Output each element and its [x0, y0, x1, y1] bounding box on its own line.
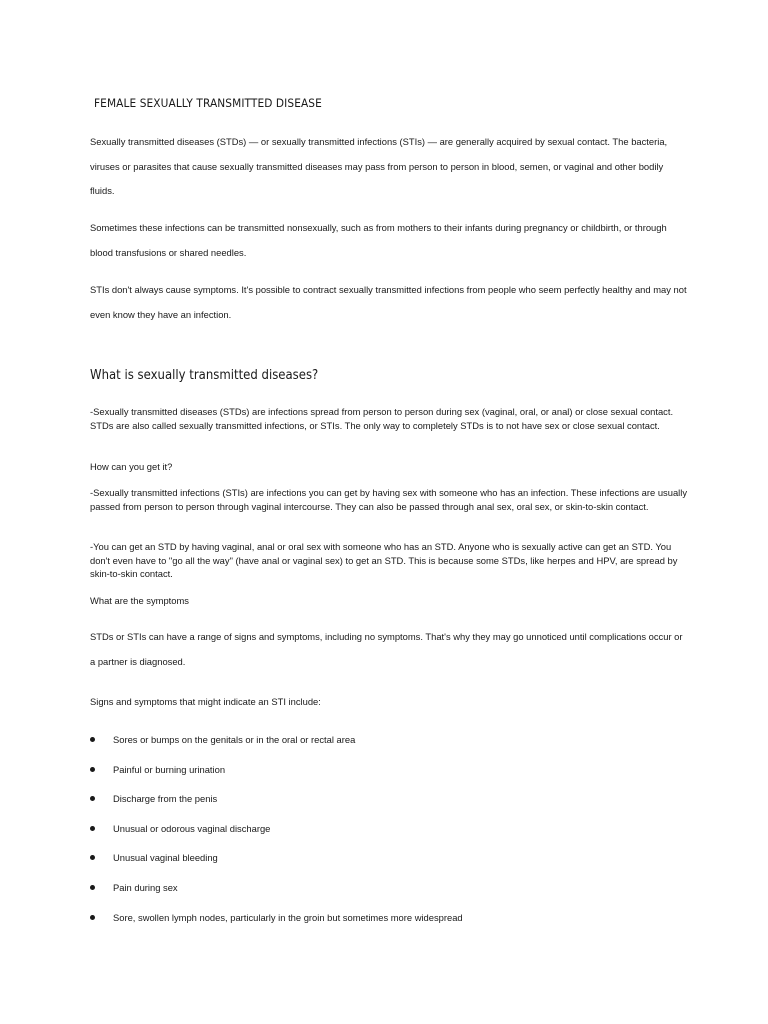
signs-lead: Signs and symptoms that might indicate an STI include: — [90, 696, 321, 707]
bullet-icon — [90, 767, 95, 772]
intro-paragraph-2: Sometimes these infections can be transmitted nonsexually, such as from mothers to their infants during pregnancy or childbirth, or through blood transfusions or shared needles. — [90, 222, 667, 258]
list-item — [90, 821, 690, 851]
bullet-icon — [90, 737, 95, 742]
list-item — [90, 910, 690, 940]
definition-paragraph: -Sexually transmitted diseases (STDs) are infections spread from person to person during sex (vaginal, oral, or anal) or close sexual contact. STDs are also called sexually transmitted infections, or STIs. The only way to completely STDs is to not have sex or close sexual contact. — [90, 406, 674, 431]
list-item-text: Unusual vaginal bleeding — [113, 852, 218, 864]
how-heading: How can you get it? — [90, 461, 173, 472]
symptoms-heading: What are the symptoms — [90, 595, 189, 606]
bullet-icon — [90, 855, 95, 860]
list-item-text: Discharge from the penis — [113, 793, 218, 805]
signs-list — [90, 732, 690, 939]
how-paragraph-1: -Sexually transmitted infections (STIs) are infections you can get by having sex with someone who has an infection. These infections are usually passed from person to person through vaginal intercourse. They can also be passed through anal sex, oral sex, or skin-to-skin contact. — [90, 487, 688, 512]
bullet-icon — [90, 885, 95, 890]
list-item — [90, 791, 690, 821]
bullet-icon — [90, 826, 95, 831]
list-item — [90, 762, 690, 792]
list-item-text: Sore, swollen lymph nodes, particularly in the groin but sometimes more widespread — [113, 911, 463, 923]
section-heading: What is sexually transmitted diseases? — [90, 368, 319, 383]
list-item — [90, 732, 690, 762]
list-item-text: Sores or bumps on the genitals or in the oral or rectal area — [113, 734, 356, 745]
list-item-text: Painful or burning urination — [113, 763, 226, 775]
bullet-icon — [90, 915, 95, 920]
document-title: FEMALE SEXUALLY TRANSMITTED DISEASE — [94, 96, 322, 110]
how-paragraph-2: -You can get an STD by having vaginal, anal or oral sex with someone who has an STD. Anyone who is sexually active can get an STD. You don't even have to "go all the way" (have anal or vaginal sex) to get an STD. This is because some STDs, like herpes and HPV, are spread by skin-to-skin contact. — [90, 541, 678, 579]
list-item-text: Pain during sex — [113, 881, 178, 893]
symptoms-intro: STDs or STIs can have a range of signs and symptoms, including no symptoms. That's why they may go unnoticed until complications occur or a partner is diagnosed. — [90, 631, 683, 667]
list-item — [90, 880, 690, 910]
list-item-text: Unusual or odorous vaginal discharge — [113, 822, 271, 834]
list-item — [90, 850, 690, 880]
intro-paragraph-3: STIs don't always cause symptoms. It's possible to contract sexually transmitted infections from people who seem perfectly healthy and may not even know they have an infection. — [90, 284, 687, 320]
bullet-icon — [90, 796, 95, 801]
intro-paragraph-1: Sexually transmitted diseases (STDs) — or sexually transmitted infections (STIs) — are generally acquired by sexual contact. The bacteria, viruses or parasites that cause sexually transmitted diseases may pass from person to person in blood, semen, or vaginal and other bodily fluids. — [90, 136, 668, 196]
